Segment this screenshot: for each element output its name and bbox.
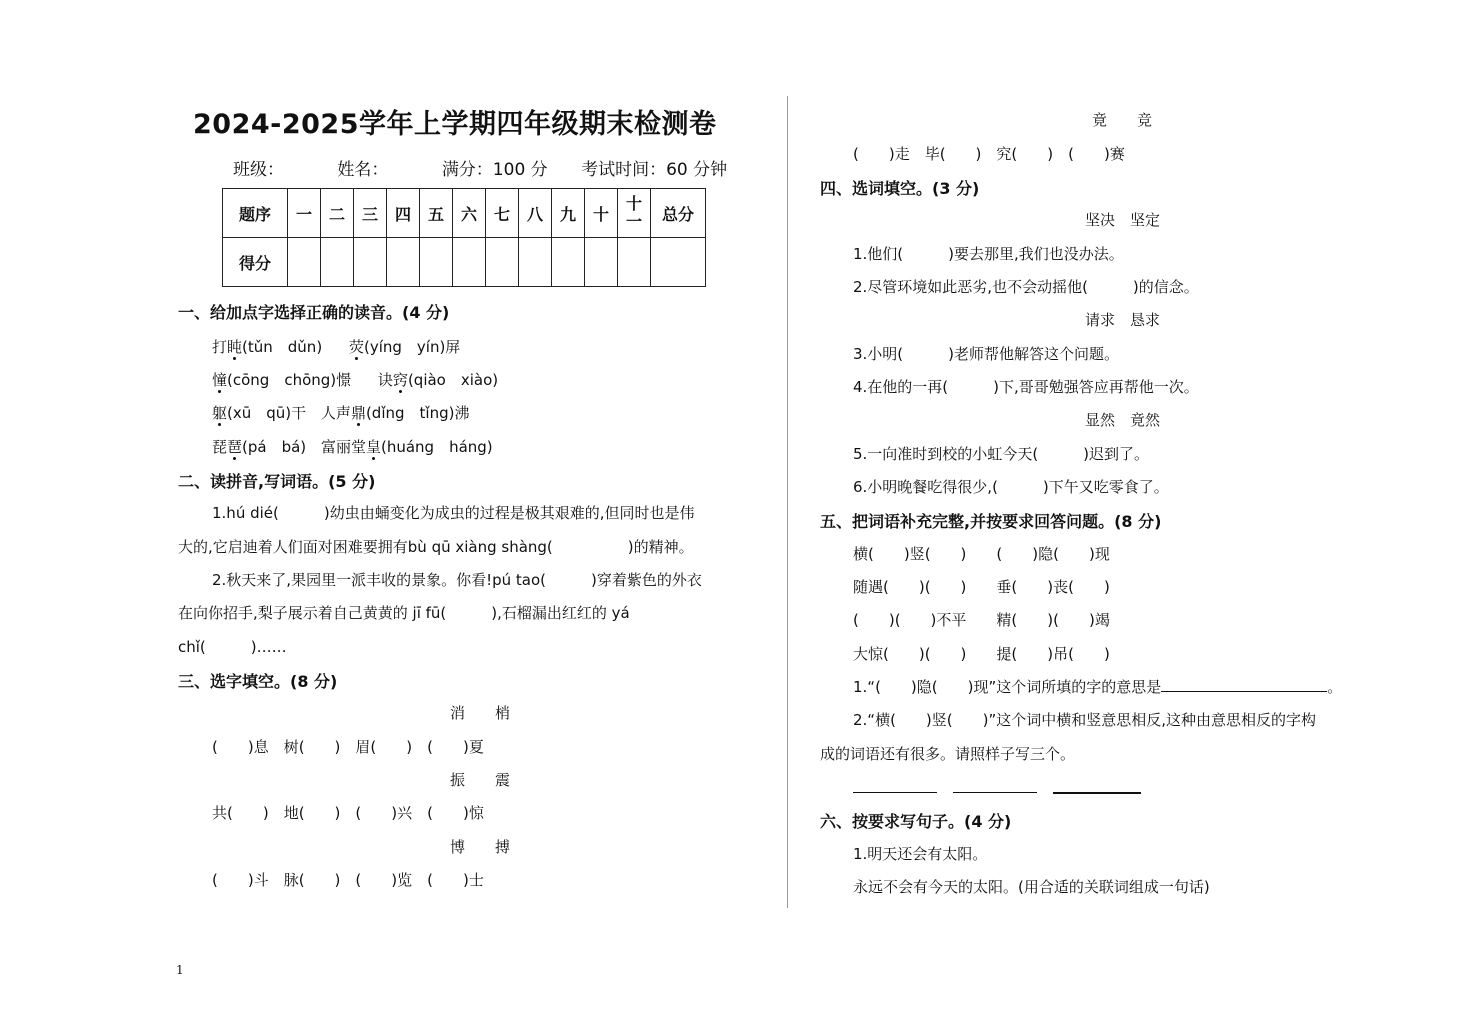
s1-dotted-char: 鼎 [350, 404, 366, 422]
s1-text: 打 [212, 338, 228, 356]
name-label: 姓名： [337, 160, 389, 180]
score-table-row2-label: 得分 [223, 238, 288, 287]
s1-dotted-char: 琶 [227, 438, 243, 456]
score-col-11 [618, 189, 651, 238]
s3-group-4-line: ( )走 毕( ) 究( ) ( )赛 [853, 145, 1125, 163]
s4-question-1: 1.他们( )要去那里,我们也没办法。 [853, 245, 1124, 263]
s1-dotted-char: 皇 [365, 438, 381, 456]
s3-group-3-line: ( )斗 脉( ) ( )览 ( )士 [212, 871, 484, 889]
s6-line-2: 永远不会有今天的太阳。(用合适的关联词组成一句话) [853, 878, 1210, 896]
s1-row-3 [212, 402, 469, 423]
s2-line-4: 在向你招手,梨子展示着自己黄黄的 jī fū( ),石榴漏出红红的 yá [178, 604, 630, 622]
section-5-title: 五、把词语补充完整,并按要求回答问题。(8 分) [820, 512, 1162, 531]
section-3-title: 三、选字填空。(8 分) [178, 672, 338, 691]
s5-answer-line-2[interactable] [953, 792, 1037, 793]
score-col-7: 七 [486, 189, 519, 238]
exam-title: 2024-2025学年上学期四年级期末检测卷 [193, 109, 717, 140]
score-col-2: 二 [321, 189, 354, 238]
exam-time: 考试时间：60 分钟 [581, 160, 728, 180]
score-col-1: 一 [288, 189, 321, 238]
score-table [222, 188, 706, 287]
s5-row-1: 横( )竖( ) ( )隐( )现 [853, 545, 1110, 563]
s2-line-2: 大的,它启迪着人们面对困难要拥有bù qū xiàng shàng( )的精神。 [178, 538, 694, 556]
s1-text: 富丽堂 [320, 438, 366, 456]
score-col-5: 五 [420, 189, 453, 238]
s5-question-2-a: 2.“横( )竖( )”这个词中横和竖意思相反,这种由意思相反的字构 [853, 711, 1317, 729]
score-cell[interactable] [486, 238, 519, 287]
column-divider [787, 96, 788, 908]
s5-question-1 [853, 676, 1342, 697]
s2-line-1: 1.hú dié( )幼虫由蛹变化为成虫的过程是极其艰难的,但同时也是伟 [212, 504, 695, 522]
s1-row-1 [212, 336, 460, 357]
score-cell[interactable] [585, 238, 618, 287]
score-col-8: 八 [519, 189, 552, 238]
score-col-4: 四 [387, 189, 420, 238]
score-col-11-top: 十 [625, 194, 642, 213]
s1-dotted-char: 憧 [212, 371, 228, 389]
score-cell[interactable] [519, 238, 552, 287]
score-table-row1-label: 题序 [223, 189, 288, 238]
s5-answer-line-3[interactable] [1053, 792, 1141, 794]
section-2-title: 二、读拼音,写词语。(5 分) [178, 472, 376, 491]
s5-question-2-b: 成的词语还有很多。请照样子写三个。 [820, 745, 1076, 763]
s1-pinyin: (cōng chōng)憬 [227, 371, 352, 389]
score-cell[interactable] [321, 238, 354, 287]
score-cell[interactable] [618, 238, 651, 287]
s4-word-pair-1: 坚决 坚定 [1085, 211, 1161, 229]
score-col-3: 三 [354, 189, 387, 238]
score-cell[interactable] [552, 238, 585, 287]
s1-pinyin: (yíng yín)屏 [363, 338, 461, 356]
section-1-title: 一、给加点字选择正确的读音。(4 分) [178, 303, 450, 322]
score-cell[interactable] [387, 238, 420, 287]
s3-group-1-chars: 消 梢 [450, 704, 511, 722]
s1-row-4 [212, 436, 493, 457]
s5-answer-line-1[interactable] [853, 792, 937, 793]
section-6-title: 六、按要求写句子。(4 分) [820, 812, 1012, 831]
s2-line-5: chǐ( )…… [178, 638, 287, 656]
s1-dotted-char: 盹 [227, 338, 243, 356]
s4-question-5: 5.一向准时到校的小虹今天( )迟到了。 [853, 445, 1150, 463]
s4-question-4: 4.在他的一再( )下,哥哥勉强答应再帮他一次。 [853, 378, 1199, 396]
s4-word-pair-3: 显然 竟然 [1085, 411, 1161, 429]
s3-group-1-line: ( )息 树( ) 眉( ) ( )夏 [212, 738, 484, 756]
s1-text: 人声 [320, 404, 351, 422]
s5-row-3: ( )( )不平 精( )( )竭 [853, 611, 1110, 629]
s1-dotted-char: 窍 [392, 371, 408, 389]
s4-question-6: 6.小明晚餐吃得很少,( )下午又吃零食了。 [853, 478, 1169, 496]
s5-row-2: 随遇( )( ) 垂( )丧( ) [853, 578, 1110, 596]
score-col-total: 总分 [651, 189, 706, 238]
score-col-10: 十 [585, 189, 618, 238]
s1-text: 诀 [377, 371, 393, 389]
class-label: 班级： [233, 160, 284, 180]
score-cell[interactable] [288, 238, 321, 287]
s1-pinyin: (xū qū)干 [227, 404, 307, 422]
s3-group-2-line: 共( ) 地( ) ( )兴 ( )惊 [212, 804, 484, 822]
s5-question-1-text: 1.“( )隐( )现”这个词所填的字的意思是 [853, 678, 1162, 696]
s1-pinyin: (dǐng tǐng)沸 [365, 404, 470, 422]
s6-line-1: 1.明天还会有太阳。 [853, 845, 988, 863]
s1-text: 琵 [212, 438, 228, 456]
s5-question-1-end: 。 [1327, 678, 1343, 696]
s3-group-4-chars: 竟 竞 [1092, 111, 1153, 129]
s5-answer-blank[interactable] [1161, 677, 1327, 692]
s4-question-3: 3.小明( )老师帮他解答这个问题。 [853, 345, 1120, 363]
s1-pinyin: (qiào xiào) [407, 371, 499, 389]
full-score: 满分：100 分 [441, 160, 548, 180]
s4-question-2: 2.尽管环境如此恶劣,也不会动摇他( )的信念。 [853, 278, 1199, 296]
s1-row-2 [212, 369, 498, 390]
score-cell-total[interactable] [651, 238, 706, 287]
score-table-header-row [223, 189, 706, 238]
score-col-9: 九 [552, 189, 585, 238]
page-number: 1 [176, 963, 184, 977]
s1-pinyin: (tǔn dǔn) [242, 338, 323, 356]
score-col-11-bottom: 一 [625, 212, 642, 231]
s4-word-pair-2: 请求 恳求 [1085, 311, 1161, 329]
score-table-score-row [223, 238, 706, 287]
score-cell[interactable] [453, 238, 486, 287]
s2-line-3: 2.秋天来了,果园里一派丰收的景象。你看!pú tao( )穿着紫色的外衣 [212, 571, 702, 589]
s3-group-3-chars: 博 搏 [450, 838, 511, 856]
score-cell[interactable] [420, 238, 453, 287]
s1-dotted-char: 躯 [212, 404, 228, 422]
score-cell[interactable] [354, 238, 387, 287]
s1-pinyin: (pá bá) [242, 438, 307, 456]
section-4-title: 四、选词填空。(3 分) [820, 179, 980, 198]
s1-dotted-char: 荧 [348, 338, 364, 356]
s3-group-2-chars: 振 震 [450, 771, 511, 789]
s1-pinyin: (huáng háng) [380, 438, 493, 456]
score-col-6: 六 [453, 189, 486, 238]
exam-info-line [233, 155, 755, 180]
s5-row-4: 大惊( )( ) 提( )吊( ) [853, 645, 1110, 663]
